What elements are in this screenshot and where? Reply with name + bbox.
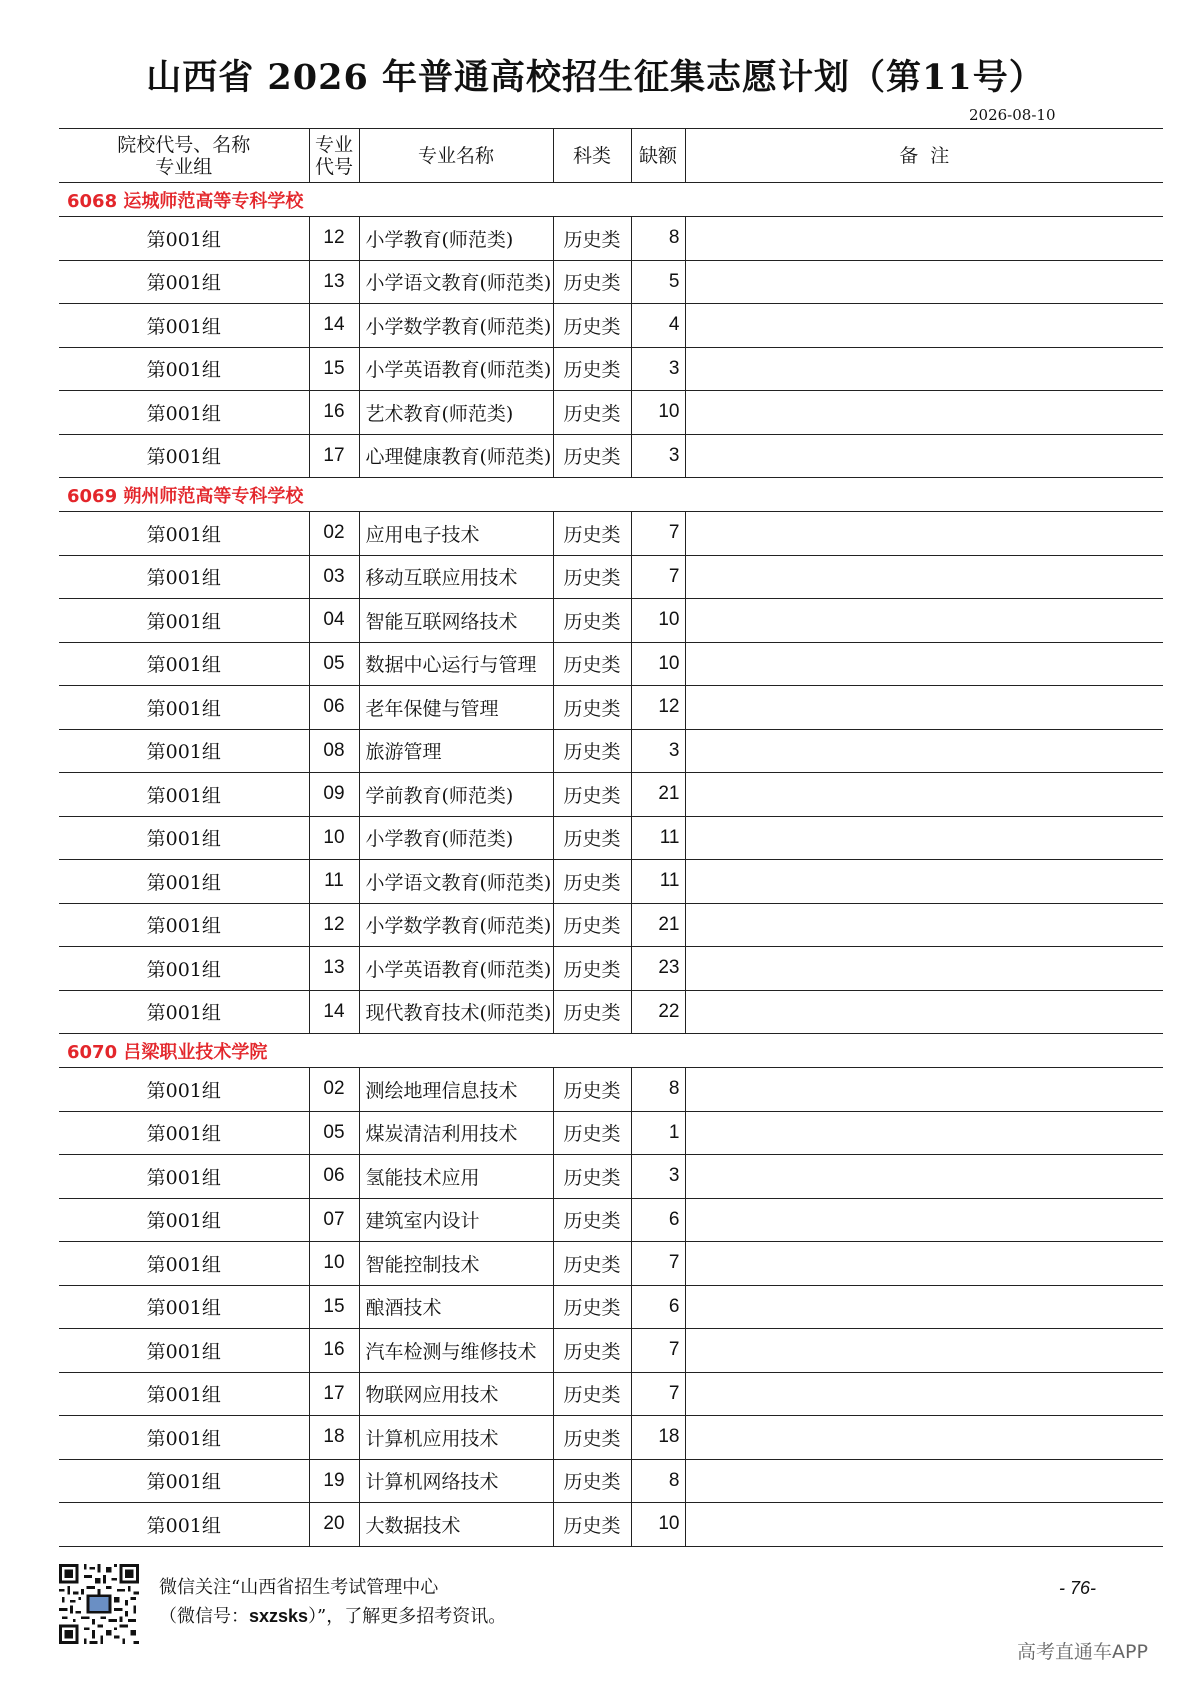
category-cell: 历史类 — [553, 903, 631, 947]
remarks-cell — [685, 1459, 1163, 1503]
major-name-cell: 测绘地理信息技术 — [359, 1068, 553, 1112]
table-row — [59, 642, 1163, 686]
major-name-cell: 智能控制技术 — [359, 1242, 553, 1286]
group-cell: 第001组 — [59, 1242, 309, 1286]
group-cell: 第001组 — [59, 217, 309, 261]
remarks-cell — [685, 512, 1163, 556]
category-cell: 历史类 — [553, 642, 631, 686]
category-cell: 历史类 — [553, 729, 631, 773]
major-name-cell: 数据中心运行与管理 — [359, 642, 553, 686]
group-cell: 第001组 — [59, 1416, 309, 1460]
remarks-cell — [685, 391, 1163, 435]
remarks-cell — [685, 1155, 1163, 1199]
major-name-cell: 大数据技术 — [359, 1503, 553, 1547]
vacancy-cell: 6 — [631, 1285, 685, 1329]
remarks-cell — [685, 990, 1163, 1034]
major-name-cell: 移动互联应用技术 — [359, 555, 553, 599]
category-cell: 历史类 — [553, 1285, 631, 1329]
category-cell: 历史类 — [553, 860, 631, 904]
group-cell: 第001组 — [59, 642, 309, 686]
vacancy-cell: 3 — [631, 434, 685, 478]
major-code-cell: 13 — [309, 947, 359, 991]
group-cell: 第001组 — [59, 860, 309, 904]
major-name-cell: 汽车检测与维修技术 — [359, 1329, 553, 1373]
category-cell: 历史类 — [553, 1198, 631, 1242]
major-code-cell: 06 — [309, 686, 359, 730]
header-vacancy: 缺额 — [631, 129, 685, 183]
major-name-cell: 煤炭清洁利用技术 — [359, 1111, 553, 1155]
category-cell: 历史类 — [553, 1459, 631, 1503]
qr-code-icon — [59, 1564, 139, 1644]
remarks-cell — [685, 1111, 1163, 1155]
table-row — [59, 1329, 1163, 1373]
group-cell: 第001组 — [59, 1198, 309, 1242]
category-cell: 历史类 — [553, 347, 631, 391]
remarks-cell — [685, 947, 1163, 991]
table-row — [59, 1459, 1163, 1503]
table-row — [59, 260, 1163, 304]
remarks-cell — [685, 1372, 1163, 1416]
remarks-cell — [685, 304, 1163, 348]
major-name-cell: 艺术教育(师范类) — [359, 391, 553, 435]
group-cell: 第001组 — [59, 1285, 309, 1329]
major-name-cell: 旅游管理 — [359, 729, 553, 773]
major-code-cell: 19 — [309, 1459, 359, 1503]
table-row — [59, 686, 1163, 730]
remarks-cell — [685, 1198, 1163, 1242]
group-cell: 第001组 — [59, 1329, 309, 1373]
table-row — [59, 1198, 1163, 1242]
group-cell: 第001组 — [59, 434, 309, 478]
remarks-cell — [685, 1329, 1163, 1373]
school-name: 6070 吕梁职业技术学院 — [59, 1034, 1163, 1068]
school-header-row — [59, 1034, 1163, 1068]
table-row — [59, 947, 1163, 991]
major-code-cell: 03 — [309, 555, 359, 599]
header-school-group: 院校代号、名称 专业组 — [59, 129, 309, 183]
vacancy-cell: 4 — [631, 304, 685, 348]
category-cell: 历史类 — [553, 1416, 631, 1460]
major-name-cell: 心理健康教育(师范类) — [359, 434, 553, 478]
vacancy-cell: 10 — [631, 391, 685, 435]
vacancy-cell: 11 — [631, 816, 685, 860]
table-row — [59, 217, 1163, 261]
table-row — [59, 990, 1163, 1034]
group-cell: 第001组 — [59, 816, 309, 860]
major-name-cell: 小学语文教育(师范类) — [359, 860, 553, 904]
table-row — [59, 1372, 1163, 1416]
category-cell: 历史类 — [553, 990, 631, 1034]
category-cell: 历史类 — [553, 260, 631, 304]
major-code-cell: 18 — [309, 1416, 359, 1460]
vacancy-cell: 8 — [631, 1459, 685, 1503]
remarks-cell — [685, 599, 1163, 643]
major-name-cell: 小学英语教育(师范类) — [359, 347, 553, 391]
table-row — [59, 347, 1163, 391]
major-code-cell: 17 — [309, 1372, 359, 1416]
category-cell: 历史类 — [553, 1372, 631, 1416]
table-header-row — [59, 129, 1163, 183]
group-cell: 第001组 — [59, 512, 309, 556]
remarks-cell — [685, 260, 1163, 304]
wechat-line-1: 微信关注“山西省招生考试管理中心 — [159, 1577, 439, 1598]
major-code-cell: 15 — [309, 347, 359, 391]
vacancy-cell: 10 — [631, 642, 685, 686]
group-cell: 第001组 — [59, 555, 309, 599]
major-name-cell: 小学语文教育(师范类) — [359, 260, 553, 304]
header-major-name: 专业名称 — [359, 129, 553, 183]
vacancy-cell: 18 — [631, 1416, 685, 1460]
major-name-cell: 小学教育(师范类) — [359, 217, 553, 261]
vacancy-cell: 3 — [631, 347, 685, 391]
vacancy-cell: 3 — [631, 729, 685, 773]
category-cell: 历史类 — [553, 304, 631, 348]
table-row — [59, 391, 1163, 435]
category-cell: 历史类 — [553, 947, 631, 991]
vacancy-cell: 5 — [631, 260, 685, 304]
category-cell: 历史类 — [553, 816, 631, 860]
group-cell: 第001组 — [59, 599, 309, 643]
major-code-cell: 13 — [309, 260, 359, 304]
header-category: 科类 — [553, 129, 631, 183]
table-row — [59, 1285, 1163, 1329]
school-header-row — [59, 478, 1163, 512]
group-cell: 第001组 — [59, 729, 309, 773]
header-major-code: 专业 代号 — [309, 129, 359, 183]
remarks-cell — [685, 773, 1163, 817]
major-code-cell: 09 — [309, 773, 359, 817]
page-title: 山西省 2026 年普通高校招生征集志愿计划（第11号） — [146, 57, 1045, 98]
major-code-cell: 05 — [309, 1111, 359, 1155]
category-cell: 历史类 — [553, 217, 631, 261]
vacancy-cell: 8 — [631, 1068, 685, 1112]
major-name-cell: 学前教育(师范类) — [359, 773, 553, 817]
table-row — [59, 1416, 1163, 1460]
publish-date: 2026-08-10 — [969, 106, 1056, 124]
major-code-cell: 06 — [309, 1155, 359, 1199]
major-code-cell: 14 — [309, 304, 359, 348]
vacancy-cell: 10 — [631, 1503, 685, 1547]
major-code-cell: 05 — [309, 642, 359, 686]
vacancy-cell: 7 — [631, 1372, 685, 1416]
enrollment-plan-table — [59, 128, 1163, 1547]
major-name-cell: 智能互联网络技术 — [359, 599, 553, 643]
major-code-cell: 02 — [309, 512, 359, 556]
category-cell: 历史类 — [553, 512, 631, 556]
category-cell: 历史类 — [553, 1242, 631, 1286]
category-cell: 历史类 — [553, 599, 631, 643]
vacancy-cell: 21 — [631, 903, 685, 947]
major-name-cell: 建筑室内设计 — [359, 1198, 553, 1242]
remarks-cell — [685, 729, 1163, 773]
vacancy-cell: 7 — [631, 555, 685, 599]
category-cell: 历史类 — [553, 1329, 631, 1373]
vacancy-cell: 7 — [631, 512, 685, 556]
category-cell: 历史类 — [553, 1155, 631, 1199]
group-cell: 第001组 — [59, 1503, 309, 1547]
vacancy-cell: 8 — [631, 217, 685, 261]
major-code-cell: 08 — [309, 729, 359, 773]
category-cell: 历史类 — [553, 555, 631, 599]
group-cell: 第001组 — [59, 1111, 309, 1155]
vacancy-cell: 23 — [631, 947, 685, 991]
group-cell: 第001组 — [59, 990, 309, 1034]
wechat-line-2: （微信号：sxzsks）”，了解更多招考资讯。 — [159, 1606, 507, 1627]
major-code-cell: 17 — [309, 434, 359, 478]
table-row — [59, 816, 1163, 860]
major-name-cell: 应用电子技术 — [359, 512, 553, 556]
major-name-cell: 现代教育技术(师范类) — [359, 990, 553, 1034]
major-name-cell: 小学教育(师范类) — [359, 816, 553, 860]
table-row — [59, 512, 1163, 556]
header-remarks: 备 注 — [685, 129, 1163, 183]
category-cell: 历史类 — [553, 1111, 631, 1155]
remarks-cell — [685, 860, 1163, 904]
remarks-cell — [685, 1416, 1163, 1460]
group-cell: 第001组 — [59, 260, 309, 304]
group-cell: 第001组 — [59, 947, 309, 991]
table-row — [59, 1242, 1163, 1286]
major-name-cell: 酿酒技术 — [359, 1285, 553, 1329]
table-row — [59, 1155, 1163, 1199]
page-footer — [59, 1564, 1163, 1644]
remarks-cell — [685, 1242, 1163, 1286]
major-code-cell: 12 — [309, 217, 359, 261]
major-name-cell: 小学数学教育(师范类) — [359, 903, 553, 947]
table-row — [59, 599, 1163, 643]
remarks-cell — [685, 217, 1163, 261]
table-row — [59, 1068, 1163, 1112]
group-cell: 第001组 — [59, 1372, 309, 1416]
group-cell: 第001组 — [59, 773, 309, 817]
vacancy-cell: 22 — [631, 990, 685, 1034]
major-code-cell: 10 — [309, 1242, 359, 1286]
remarks-cell — [685, 434, 1163, 478]
vacancy-cell: 7 — [631, 1242, 685, 1286]
vacancy-cell: 10 — [631, 599, 685, 643]
category-cell: 历史类 — [553, 1503, 631, 1547]
group-cell: 第001组 — [59, 347, 309, 391]
category-cell: 历史类 — [553, 686, 631, 730]
major-name-cell: 氢能技术应用 — [359, 1155, 553, 1199]
major-name-cell: 计算机网络技术 — [359, 1459, 553, 1503]
remarks-cell — [685, 347, 1163, 391]
school-name: 6068 运城师范高等专科学校 — [59, 183, 1163, 217]
major-code-cell: 20 — [309, 1503, 359, 1547]
group-cell: 第001组 — [59, 903, 309, 947]
table-row — [59, 773, 1163, 817]
table-body — [59, 183, 1163, 1547]
major-code-cell: 10 — [309, 816, 359, 860]
major-name-cell: 计算机应用技术 — [359, 1416, 553, 1460]
remarks-cell — [685, 642, 1163, 686]
remarks-cell — [685, 1503, 1163, 1547]
vacancy-cell: 3 — [631, 1155, 685, 1199]
category-cell: 历史类 — [553, 434, 631, 478]
vacancy-cell: 21 — [631, 773, 685, 817]
category-cell: 历史类 — [553, 773, 631, 817]
table-row — [59, 860, 1163, 904]
major-name-cell: 老年保健与管理 — [359, 686, 553, 730]
major-name-cell: 小学数学教育(师范类) — [359, 304, 553, 348]
remarks-cell — [685, 1068, 1163, 1112]
wechat-notice — [159, 1574, 506, 1631]
table-row — [59, 729, 1163, 773]
major-name-cell: 小学英语教育(师范类) — [359, 947, 553, 991]
major-code-cell: 14 — [309, 990, 359, 1034]
major-code-cell: 16 — [309, 391, 359, 435]
major-code-cell: 02 — [309, 1068, 359, 1112]
app-watermark: 高考直通车APP — [1017, 1641, 1148, 1663]
major-code-cell: 04 — [309, 599, 359, 643]
page-number: - 76- — [1059, 1578, 1097, 1598]
group-cell: 第001组 — [59, 686, 309, 730]
category-cell: 历史类 — [553, 391, 631, 435]
vacancy-cell: 7 — [631, 1329, 685, 1373]
vacancy-cell: 1 — [631, 1111, 685, 1155]
major-code-cell: 11 — [309, 860, 359, 904]
remarks-cell — [685, 816, 1163, 860]
vacancy-cell: 12 — [631, 686, 685, 730]
group-cell: 第001组 — [59, 391, 309, 435]
table-row — [59, 903, 1163, 947]
table-row — [59, 434, 1163, 478]
remarks-cell — [685, 555, 1163, 599]
table-row — [59, 1111, 1163, 1155]
major-code-cell: 16 — [309, 1329, 359, 1373]
vacancy-cell: 6 — [631, 1198, 685, 1242]
remarks-cell — [685, 1285, 1163, 1329]
category-cell: 历史类 — [553, 1068, 631, 1112]
group-cell: 第001组 — [59, 1068, 309, 1112]
remarks-cell — [685, 903, 1163, 947]
major-name-cell: 物联网应用技术 — [359, 1372, 553, 1416]
major-code-cell: 07 — [309, 1198, 359, 1242]
table-row — [59, 555, 1163, 599]
school-header-row — [59, 183, 1163, 217]
remarks-cell — [685, 686, 1163, 730]
table-row — [59, 304, 1163, 348]
major-code-cell: 12 — [309, 903, 359, 947]
group-cell: 第001组 — [59, 304, 309, 348]
group-cell: 第001组 — [59, 1155, 309, 1199]
school-name: 6069 朔州师范高等专科学校 — [59, 478, 1163, 512]
group-cell: 第001组 — [59, 1459, 309, 1503]
vacancy-cell: 11 — [631, 860, 685, 904]
wechat-id: sxzsks — [249, 1606, 309, 1626]
table-row — [59, 1503, 1163, 1547]
major-code-cell: 15 — [309, 1285, 359, 1329]
